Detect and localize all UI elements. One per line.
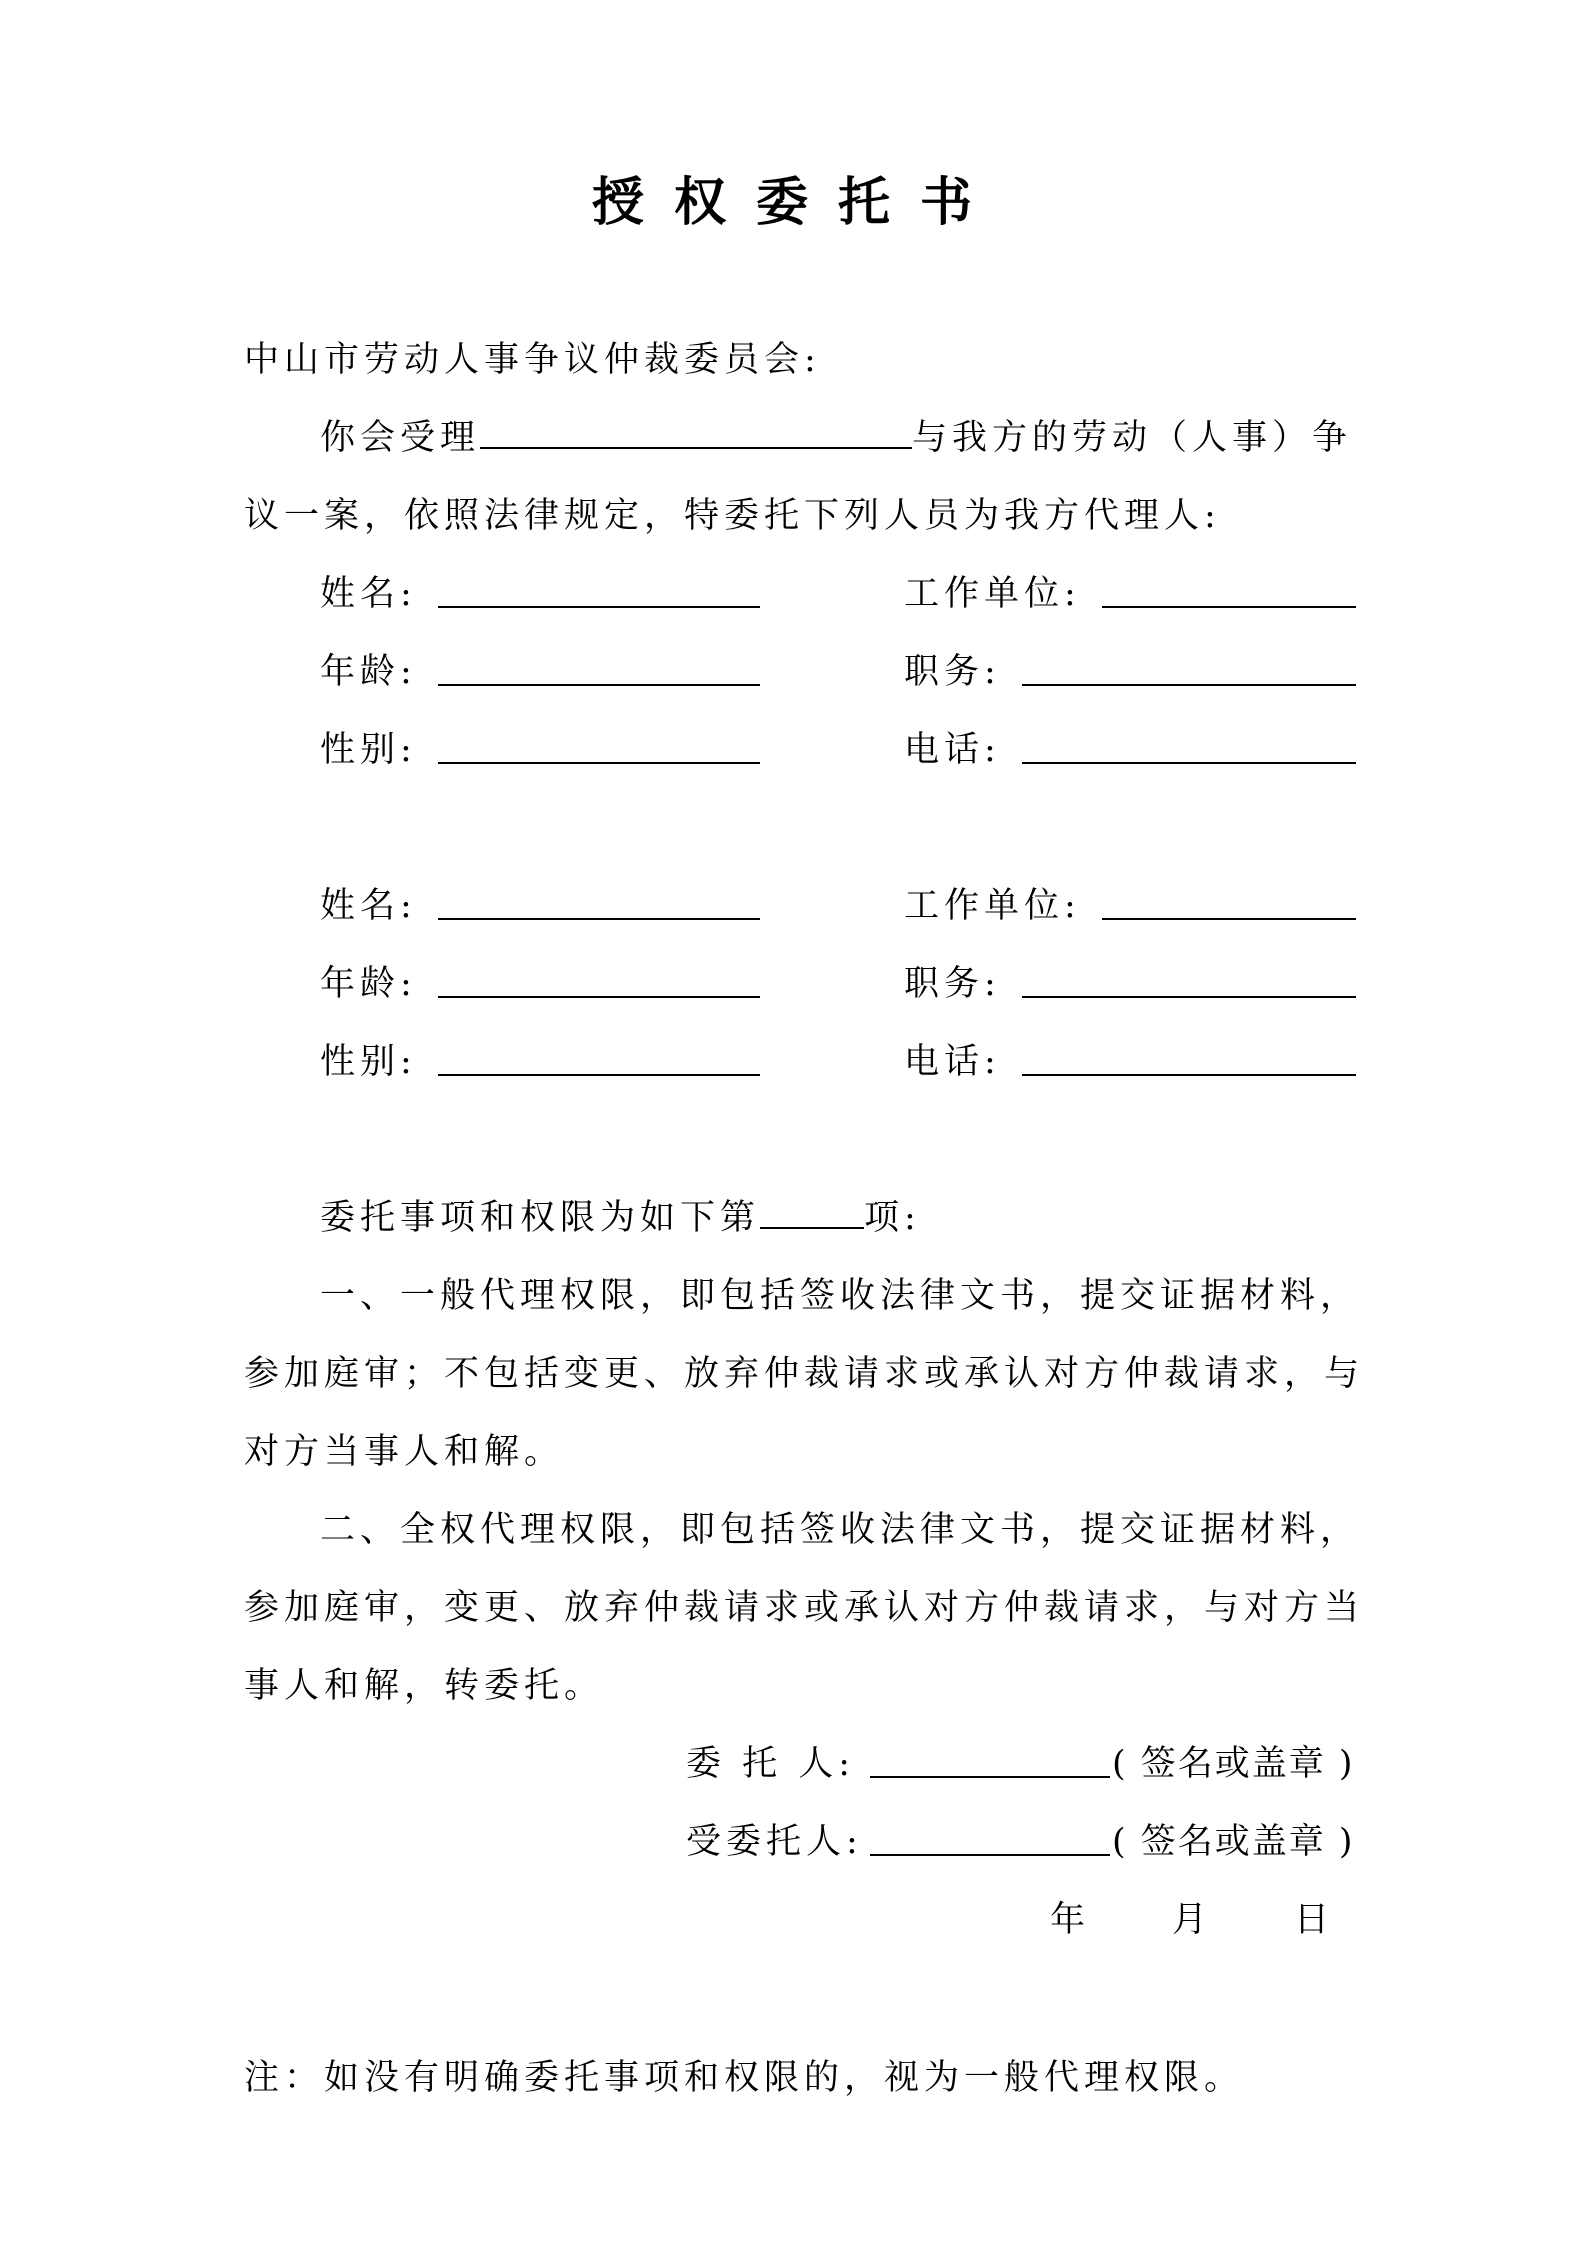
item2-line-2: 参加庭审，变更、放弃仲裁请求或承认对方仲裁请求，与对方当 <box>244 1588 1365 1628</box>
agent1-position-label: 职务: <box>904 652 1001 692</box>
principal-label: 委 托 人: <box>686 1744 856 1784</box>
principal-signature-field[interactable] <box>870 1776 1110 1778</box>
agent2-phone-label: 电话: <box>904 1042 1001 1082</box>
intro-text-part1: 你会受理 <box>320 418 481 458</box>
item2-line-3: 事人和解，转委托。 <box>244 1666 605 1706</box>
agent-signature-field[interactable] <box>870 1854 1110 1856</box>
scope-line <box>320 1190 921 1240</box>
document-title: 授权委托书 <box>592 172 1003 233</box>
footnote: 注：如没有明确委托事项和权限的，视为一般代理权限。 <box>244 2058 1245 2098</box>
agent1-name-field[interactable] <box>438 606 760 608</box>
intro-text-part2: 与我方的劳动（人事）争 <box>912 418 1353 458</box>
agent1-phone-field[interactable] <box>1022 762 1356 764</box>
agent2-age-field[interactable] <box>438 996 760 998</box>
agent2-name-field[interactable] <box>438 918 760 920</box>
agent1-name-label: 姓名: <box>320 574 417 614</box>
item1-line-3: 对方当事人和解。 <box>244 1432 565 1472</box>
agent-sign-note: ( 签名或盖章 ) <box>1112 1822 1355 1862</box>
intro-line-1 <box>320 410 1352 460</box>
date-day: 日 <box>1294 1900 1335 1940</box>
agent2-age-label: 年龄: <box>320 964 417 1004</box>
agent1-gender-label: 性别: <box>320 730 417 770</box>
scope-item-field[interactable] <box>760 1197 864 1229</box>
item2-line-1: 二、全权代理权限，即包括签收法律文书，提交证据材料， <box>320 1510 1361 1550</box>
agent1-workplace-field[interactable] <box>1102 606 1356 608</box>
case-party-field[interactable] <box>480 417 912 449</box>
date-month: 月 <box>1172 1900 1213 1940</box>
item1-line-1: 一、一般代理权限，即包括签收法律文书，提交证据材料， <box>320 1276 1361 1316</box>
agent-label: 受委托人: <box>686 1822 863 1862</box>
agent1-workplace-label: 工作单位: <box>904 574 1081 614</box>
principal-sign-note: ( 签名或盖章 ) <box>1112 1744 1355 1784</box>
item1-line-2: 参加庭审；不包括变更、放弃仲裁请求或承认对方仲裁请求，与 <box>244 1354 1365 1394</box>
intro-line-2: 议一案，依照法律规定，特委托下列人员为我方代理人: <box>244 496 1221 536</box>
agent1-age-label: 年龄: <box>320 652 417 692</box>
agent1-age-field[interactable] <box>438 684 760 686</box>
date-year: 年 <box>1050 1900 1091 1940</box>
agent2-workplace-field[interactable] <box>1102 918 1356 920</box>
scope-text-part1: 委托事项和权限为如下第 <box>320 1198 761 1238</box>
agent2-phone-field[interactable] <box>1022 1074 1356 1076</box>
addressee: 中山市劳动人事争议仲裁委员会: <box>244 340 821 380</box>
agent2-gender-label: 性别: <box>320 1042 417 1082</box>
agent2-gender-field[interactable] <box>438 1074 760 1076</box>
agent2-workplace-label: 工作单位: <box>904 886 1081 926</box>
agent2-name-label: 姓名: <box>320 886 417 926</box>
scope-text-part2: 项: <box>864 1198 921 1238</box>
agent2-position-label: 职务: <box>904 964 1001 1004</box>
agent1-gender-field[interactable] <box>438 762 760 764</box>
agent1-phone-label: 电话: <box>904 730 1001 770</box>
agent1-position-field[interactable] <box>1022 684 1356 686</box>
agent2-position-field[interactable] <box>1022 996 1356 998</box>
